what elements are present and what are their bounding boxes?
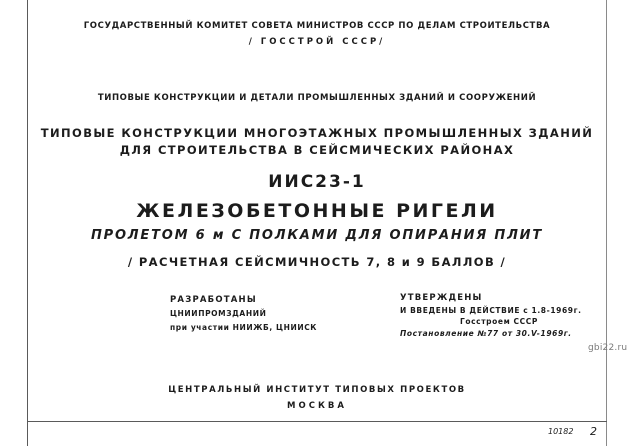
committee-heading: ГОСУДАРСТВЕННЫЙ КОМИТЕТ СОВЕТА МИНИСТРОВ СССР ПО ДЕЛАМ СТРОИТЕЛЬСТВА	[83, 21, 551, 31]
seismic-rating: / РАСЧЕТНАЯ СЕЙСМИЧНОСТЬ 7, 8 и 9 БАЛЛОВ /	[127, 255, 507, 269]
approved-block	[400, 293, 582, 339]
developed-participation: при участии НИИЖБ, ЦНИИСК	[170, 323, 318, 332]
gosstroy-heading: / ГОССТРОЙ СССР/	[248, 37, 386, 47]
sheet-number: 2	[590, 425, 597, 438]
left-frame-line	[27, 0, 28, 446]
institute-name: ЦЕНТРАЛЬНЫЙ ИНСТИТУТ ТИПОВЫХ ПРОЕКТОВ	[168, 385, 466, 395]
approved-heading: УТВЕРЖДЕНЫ	[400, 293, 483, 303]
description: ПРОЛЕТОМ 6 м С ПОЛКАМИ ДЛЯ ОПИРАНИЯ ПЛИТ	[90, 228, 544, 243]
series-title: ТИПОВЫЕ КОНСТРУКЦИИ И ДЕТАЛИ ПРОМЫШЛЕННЫХ ЗДАНИЙ И СООРУЖЕНИЙ	[97, 93, 537, 103]
developed-heading: РАЗРАБОТАНЫ	[170, 295, 257, 305]
approved-authority: Госстроем СССР	[460, 317, 538, 326]
developed-org: ЦНИИПРОМЗДАНИЙ	[170, 309, 267, 318]
document-number: 10182	[548, 427, 574, 436]
approved-effective: И ВВЕДЕНЫ В ДЕЙСТВИЕ с 1.8-1969г.	[400, 305, 582, 315]
subtitle-line-2: ДЛЯ СТРОИТЕЛЬСТВА В СЕЙСМИЧЕСКИХ РАЙОНАХ	[119, 143, 515, 157]
developed-block	[170, 293, 317, 335]
watermark: gbi22.ru	[588, 343, 628, 353]
approved-decree: Постановление №77 от 30.V-1969г.	[400, 328, 572, 338]
main-title: ЖЕЛЕЗОБЕТОННЫЕ РИГЕЛИ	[136, 200, 498, 222]
bottom-frame-line	[27, 421, 607, 422]
subtitle-line-1: ТИПОВЫЕ КОНСТРУКЦИИ МНОГОЭТАЖНЫХ ПРОМЫШЛЕННЫХ ЗДАНИЙ	[40, 126, 594, 140]
right-frame-line	[606, 0, 607, 446]
document-code: ИИС23-1	[268, 172, 366, 192]
city-name: МОСКВА	[287, 401, 347, 411]
